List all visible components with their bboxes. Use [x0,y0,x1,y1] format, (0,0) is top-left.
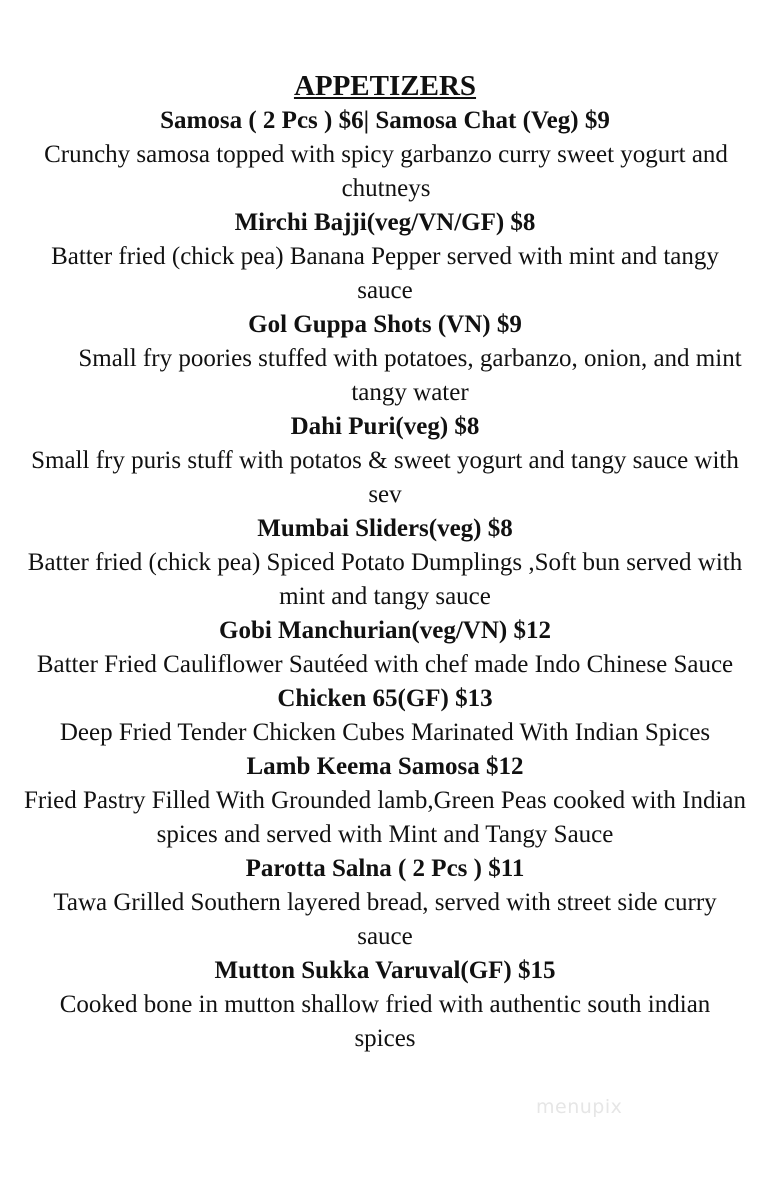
menu-item-title: Gol Guppa Shots (VN) $9 [248,311,522,338]
menu-item-gobi-manchurian [0,614,770,682]
menu-item-mutton-sukka-varuval [0,954,770,1056]
menu-item-title: Lamb Keema Samosa $12 [246,753,524,780]
menu-item-description: Small fry poories stuffed with potatoes, garbanzo, onion, and mint tangy water [78,345,742,406]
menu-item-description: Small fry puris stuff with potatos & sweet yogurt and tangy sauce with sev [31,447,739,508]
menu-item-title: Mirchi Bajji(veg/VN/GF) $8 [234,209,536,236]
appetizers-menu [0,68,770,1056]
menu-item-description: Fried Pastry Filled With Grounded lamb,Green Peas cooked with Indian spices and served with Mint and Tangy Sauce [23,787,746,848]
menu-item-description: Batter fried (chick pea) Spiced Potato Dumplings ,Soft bun served with mint and tangy sauce [27,549,743,610]
menu-item-gol-guppa-shots [0,308,770,410]
menu-item-description: Deep Fried Tender Chicken Cubes Marinated With Indian Spices [59,719,711,746]
menu-item-title: Dahi Puri(veg) $8 [290,413,480,440]
watermark: menupix [536,1096,623,1118]
menu-item-description: Tawa Grilled Southern layered bread, served with street side curry sauce [53,889,717,950]
menu-item-description: Batter fried (chick pea) Banana Pepper served with mint and tangy sauce [51,243,719,304]
menu-item-title: Mutton Sukka Varuval(GF) $15 [214,957,556,984]
menu-item-mirchi-bajji [0,206,770,308]
menu-item-description: Crunchy samosa topped with spicy garbanzo curry sweet yogurt and chutneys [44,141,728,202]
menu-item-mumbai-sliders [0,512,770,614]
menu-item-samosa [0,104,770,206]
menu-item-title: Parotta Salna ( 2 Pcs ) $11 [245,855,525,882]
menu-item-lamb-keema-samosa [0,750,770,852]
menu-item-dahi-puri [0,410,770,512]
menu-item-title: Samosa ( 2 Pcs ) $6| Samosa Chat (Veg) $9 [160,107,610,134]
menu-item-description: Cooked bone in mutton shallow fried with authentic south indian spices [59,991,711,1052]
menu-item-title: Chicken 65(GF) $13 [277,685,493,712]
menu-item-title: Mumbai Sliders(veg) $8 [257,515,513,542]
menu-item-description: Batter Fried Cauliflower Sautéed with chef made Indo Chinese Sauce [36,651,734,678]
menu-item-chicken-65 [0,682,770,750]
menu-item-parotta-salna [0,852,770,954]
section-heading: APPETIZERS [293,70,477,102]
menu-item-title: Gobi Manchurian(veg/VN) $12 [219,617,551,644]
